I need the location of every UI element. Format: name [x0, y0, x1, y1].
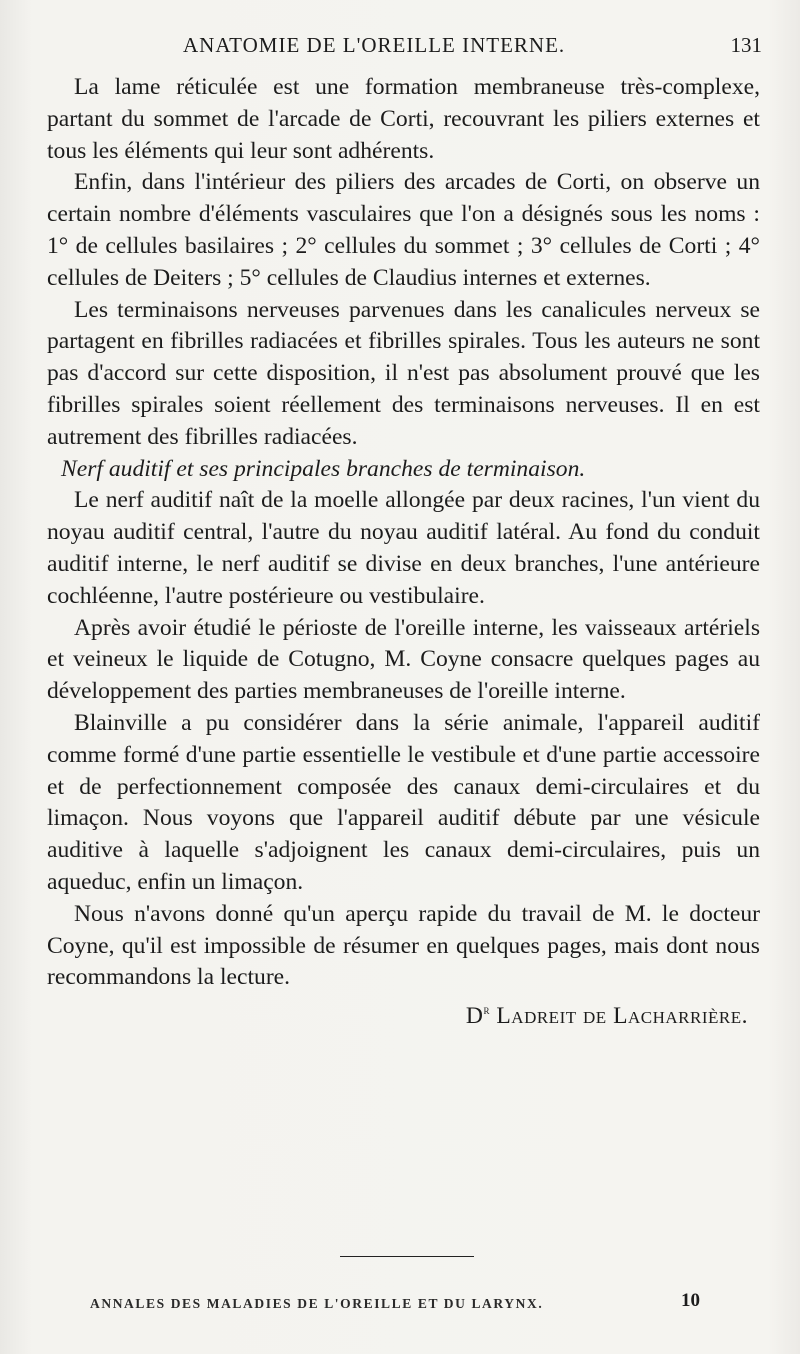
- signature-name: Ladreit de Lacharrière.: [496, 1002, 748, 1029]
- article-body: [47, 72, 760, 1033]
- paragraph-lame-reticulee: La lame réticulée est une formation membraneuse très-complexe, partant du sommet de l'arcade de Corti, recouvrant les piliers externes et tous les éléments qui leur sont adhérents.: [47, 74, 760, 164]
- paragraph-terminaisons: Les terminaisons nerveuses parvenues dans les canalicules nerveux se partagent en fibrilles radiacées et fibrilles spirales. Tous les auteurs ne sont pas d'accord sur cette disposition, il n'est pas absolument prouvé que les fibrilles spirales soient réellement des terminaisons nerveuses. Il en est autrement des fibrilles radiacées.: [47, 296, 760, 450]
- paragraph-cellules: Enfin, dans l'intérieur des piliers des arcades de Corti, on observe un certain nombre d'éléments vasculaires que l'on a désignés sous les noms : 1° de cellules basilaires ; 2° cellules du sommet ; 3° cellules de Corti ; 4° cellules de Deiters ; 5° cellules de Claudius internes et externes.: [47, 169, 760, 291]
- paragraph-nerf-auditif: Le nerf auditif naît de la moelle allongée par deux racines, l'un vient du noyau auditif central, l'autre du noyau auditif latéral. Au fond du conduit auditif interne, le nerf auditif se divise en deux branches, l'une antérieure cochléenne, l'autre postérieure ou vestibulaire.: [47, 487, 760, 609]
- signature-prefix-sup: r: [483, 1002, 490, 1018]
- signature-mark: 10: [681, 1290, 700, 1311]
- page-header: [55, 33, 762, 63]
- paragraph-blainville: Blainville a pu considérer dans la série animale, l'appareil auditif comme formé d'une partie essentielle le vestibule et d'une partie accessoire et de perfectionnement composée des canaux demi-circulaires et du limaçon. Nous voyons que l'appareil auditif débute par une vésicule auditive à laquelle s'adjoignent les canaux demi-circulaires, puis un aqueduc, enfin un limaçon.: [47, 709, 760, 895]
- section-heading: Nerf auditif et ses principales branches de terminaison.: [61, 455, 586, 482]
- signature-prefix: D: [465, 1002, 484, 1029]
- author-signature: [47, 994, 760, 1033]
- footer-rule: [340, 1256, 474, 1257]
- paragraph-periostes: Après avoir étudié le périoste de l'oreille interne, les vaisseaux artériels et veineux le liquide de Cotugno, M. Coyne consacre quelques pages au développement des parties membraneuses de l'oreille interne.: [47, 614, 760, 705]
- journal-title: ANNALES DES MALADIES DE L'OREILLE ET DU LARYNX.: [90, 1296, 544, 1311]
- page-footer: [90, 1290, 700, 1316]
- page-number: 131: [730, 33, 762, 57]
- paragraph-conclusion: Nous n'avons donné qu'un aperçu rapide du travail de M. le docteur Coyne, qu'il est impossible de résumer en quelques pages, mais dont nous recommandons la lecture.: [47, 900, 760, 991]
- running-title: ANATOMIE DE L'OREILLE INTERNE.: [183, 33, 566, 57]
